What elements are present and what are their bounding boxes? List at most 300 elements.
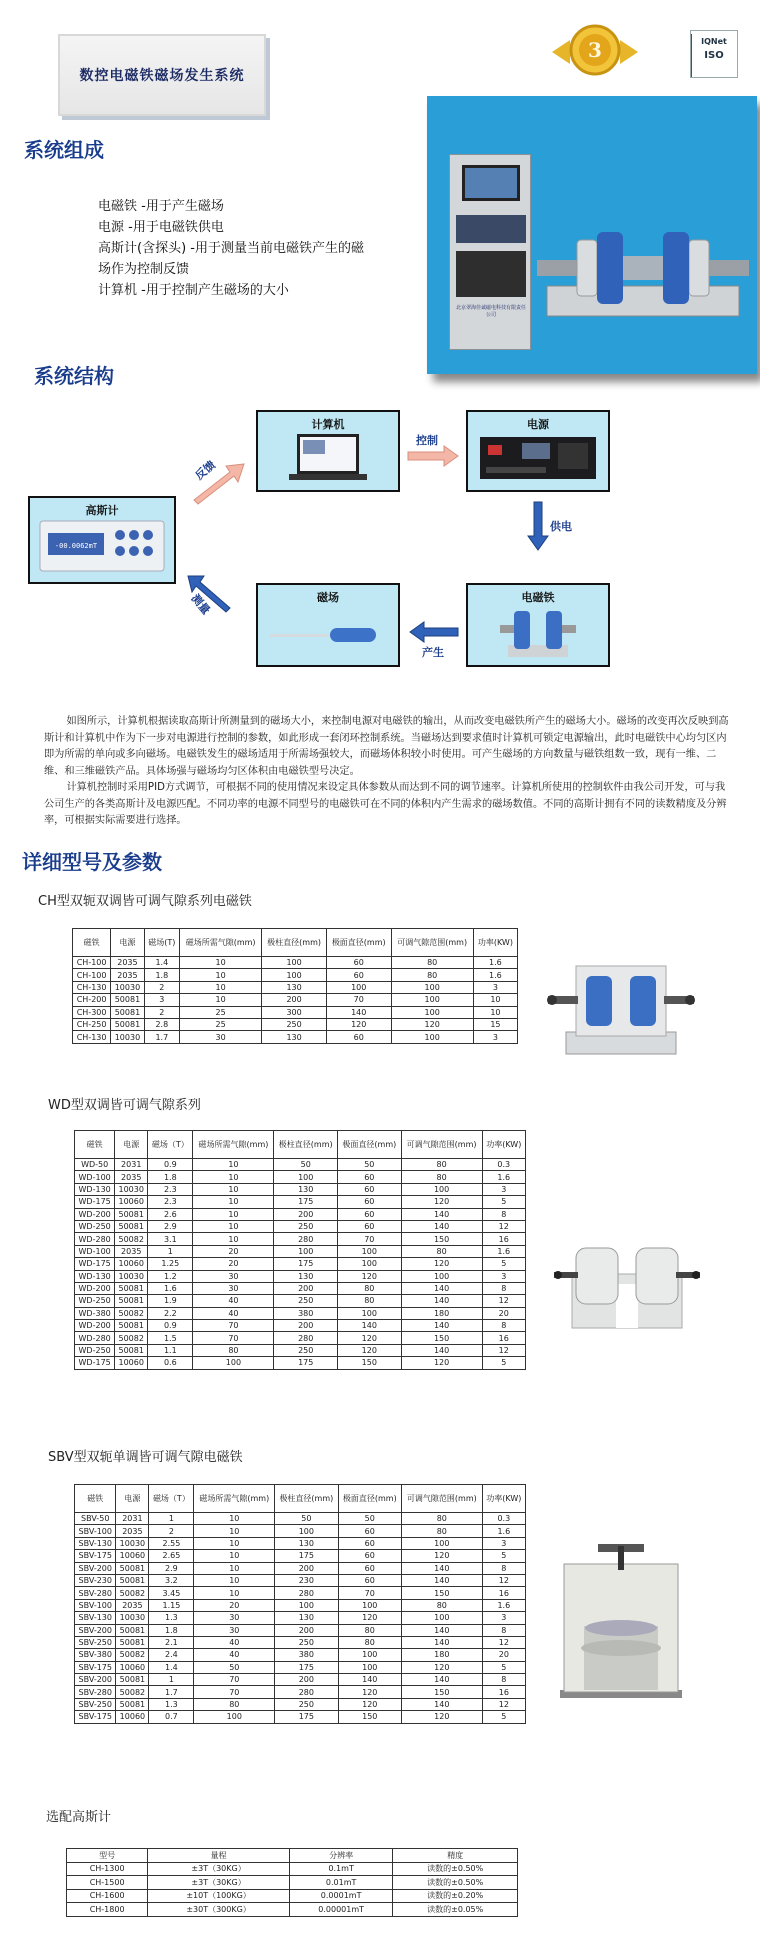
column-header: 电源 (116, 1485, 149, 1513)
table-cell: 250 (275, 1636, 338, 1648)
table-cell: SBV-50 (75, 1513, 116, 1525)
table-row (75, 1270, 526, 1282)
table-cell: 1.6 (473, 969, 517, 981)
table-row (73, 1031, 518, 1043)
table-cell: 70 (194, 1686, 275, 1698)
table-cell: 30 (194, 1624, 275, 1636)
ch-series-table (72, 928, 518, 1044)
table-cell: 120 (338, 1612, 401, 1624)
table-cell: WD-100 (75, 1245, 115, 1257)
column-header: 磁场（T） (149, 1485, 194, 1513)
table-cell: 10 (180, 981, 262, 993)
table-cell: 2.1 (149, 1636, 194, 1648)
table-cell: 0.3 (482, 1513, 525, 1525)
monitor-icon (462, 165, 520, 201)
table-cell: 60 (338, 1574, 401, 1586)
table-row (75, 1686, 526, 1698)
table-cell: 1.15 (149, 1599, 194, 1611)
table-cell: 250 (274, 1344, 338, 1356)
table-cell: 0.0001mT (289, 1889, 392, 1903)
table-cell: 50 (194, 1661, 275, 1673)
table-cell: 60 (338, 1171, 402, 1183)
table-cell: 130 (262, 1031, 327, 1043)
table-cell: 100 (274, 1245, 338, 1257)
table-cell: 5 (482, 1711, 525, 1723)
column-header: 量程 (148, 1849, 290, 1863)
table-cell: 读数的±0.50% (393, 1862, 518, 1876)
table-row (75, 1674, 526, 1686)
table-cell: 100 (262, 969, 327, 981)
table-cell: 12 (482, 1220, 525, 1232)
node-gaussmeter-label: 高斯计 (85, 504, 119, 517)
column-header: 分辨率 (289, 1849, 392, 1863)
table-cell: 50082 (115, 1307, 148, 1319)
table-cell: 20 (193, 1258, 274, 1270)
table-cell: 10 (180, 969, 262, 981)
table-cell: WD-280 (75, 1233, 115, 1245)
column-header: 功率(KW) (473, 929, 517, 957)
table-cell: WD-130 (75, 1270, 115, 1282)
table-cell: SBV-230 (75, 1574, 116, 1586)
table-cell: 280 (275, 1686, 338, 1698)
table-row (75, 1344, 526, 1356)
sbv-series-title: SBV型双轭单调皆可调气隙电磁铁 (48, 1450, 243, 1465)
table-cell: 2031 (115, 1159, 148, 1171)
table-cell: 50081 (116, 1562, 149, 1574)
table-cell: 30 (193, 1270, 274, 1282)
table-cell: 150 (338, 1357, 402, 1369)
table-cell: 80 (194, 1698, 275, 1710)
table-cell: 0.00001mT (289, 1903, 392, 1917)
table-cell: 12 (482, 1574, 525, 1586)
table-cell: 10 (193, 1196, 274, 1208)
list-item: 电源 -用于电磁铁供电 (98, 220, 224, 235)
table-row (75, 1183, 526, 1195)
table-cell: 10 (193, 1208, 274, 1220)
table-cell: WD-200 (75, 1320, 115, 1332)
table-row (75, 1661, 526, 1673)
table-cell: 60 (338, 1537, 401, 1549)
column-header: 极面直径(mm) (338, 1485, 401, 1513)
table-cell: 2031 (116, 1513, 149, 1525)
table-cell: 300 (262, 1006, 327, 1018)
table-cell: 20 (193, 1245, 274, 1257)
table-cell: 250 (275, 1698, 338, 1710)
table-cell: 读数的±0.05% (393, 1903, 518, 1917)
table-cell: 10 (194, 1513, 275, 1525)
table-cell: 25 (180, 1006, 262, 1018)
table-row (75, 1208, 526, 1220)
table-row (75, 1295, 526, 1307)
table-row (75, 1357, 526, 1369)
table-cell: 150 (338, 1711, 401, 1723)
table-cell: 2.4 (149, 1649, 194, 1661)
table-cell: 100 (391, 1031, 473, 1043)
table-cell: 3.1 (148, 1233, 193, 1245)
arrow-supply (528, 502, 548, 550)
column-header: 精度 (393, 1849, 518, 1863)
table-cell: 80 (338, 1624, 401, 1636)
table-cell: 200 (262, 994, 327, 1006)
electromagnet-icon (537, 226, 749, 322)
table-row (75, 1332, 526, 1344)
table-cell: 3 (473, 1031, 517, 1043)
table-cell: 130 (274, 1183, 338, 1195)
gauss-display-text: -00.0062mT (54, 542, 98, 550)
table-cell: 250 (274, 1295, 338, 1307)
table-cell: 50 (275, 1513, 338, 1525)
table-cell: 100 (338, 1307, 402, 1319)
table-cell: 50082 (116, 1649, 149, 1661)
table-cell: 140 (401, 1344, 482, 1356)
table-cell: 280 (274, 1332, 338, 1344)
table-cell: CH-300 (73, 1006, 111, 1018)
table-cell: 2035 (116, 1525, 149, 1537)
arrow-generate (410, 622, 458, 642)
control-cabinet (449, 154, 531, 350)
table-cell: 120 (401, 1550, 482, 1562)
models-title: 详细型号及参数 (22, 850, 162, 874)
node-field-label: 磁场 (317, 591, 339, 604)
table-cell: 1.6 (482, 1245, 525, 1257)
table-row (73, 1006, 518, 1018)
table-cell: 50 (274, 1159, 338, 1171)
table-cell: 2.9 (149, 1562, 194, 1574)
table-cell: 60 (326, 969, 391, 981)
table-cell: WD-250 (75, 1220, 115, 1232)
table-cell: 读数的±0.50% (393, 1876, 518, 1890)
table-cell: 25 (180, 1018, 262, 1030)
table-cell: 100 (275, 1599, 338, 1611)
table-cell: 2.6 (148, 1208, 193, 1220)
table-cell: CH-250 (73, 1018, 111, 1030)
table-row (75, 1711, 526, 1723)
table-cell: 140 (338, 1320, 402, 1332)
table-cell: 80 (391, 969, 473, 981)
table-row (75, 1550, 526, 1562)
table-row (75, 1159, 526, 1171)
table-cell: 16 (482, 1332, 525, 1344)
table-cell: 50081 (115, 1220, 148, 1232)
table-cell: 380 (275, 1649, 338, 1661)
table-header-row (75, 1485, 526, 1513)
table-cell: 10 (193, 1220, 274, 1232)
table-cell: 175 (274, 1357, 338, 1369)
table-cell: SBV-250 (75, 1636, 116, 1648)
table-cell: 140 (401, 1574, 482, 1586)
table-cell: 10 (194, 1587, 275, 1599)
table-cell: SBV-380 (75, 1649, 116, 1661)
table-cell: CH-130 (73, 981, 111, 993)
table-cell: 175 (275, 1711, 338, 1723)
header-banner (58, 34, 266, 116)
table-cell: 50 (338, 1159, 402, 1171)
table-cell: WD-280 (75, 1332, 115, 1344)
table-cell: 70 (193, 1332, 274, 1344)
table-cell: SBV-175 (75, 1661, 116, 1673)
table-cell: 100 (391, 981, 473, 993)
table-cell: 30 (180, 1031, 262, 1043)
table-cell: 2035 (115, 1245, 148, 1257)
table-cell: 250 (274, 1220, 338, 1232)
table-cell: CH-1300 (67, 1862, 148, 1876)
table-cell: 60 (338, 1220, 402, 1232)
medal-icon (548, 22, 642, 82)
column-header: 电源 (111, 929, 144, 957)
table-cell: 2 (149, 1525, 194, 1537)
table-cell: CH-100 (73, 957, 111, 969)
table-cell: 10030 (111, 1031, 144, 1043)
table-cell: 200 (274, 1208, 338, 1220)
gaussmeter-table (66, 1848, 518, 1917)
table-row (73, 969, 518, 981)
table-cell: 100 (338, 1599, 401, 1611)
table-cell: 80 (338, 1295, 402, 1307)
table-cell: 1.6 (482, 1171, 525, 1183)
table-cell: 1.3 (149, 1698, 194, 1710)
table-cell: 140 (401, 1320, 482, 1332)
table-row (75, 1258, 526, 1270)
table-cell: 50081 (116, 1624, 149, 1636)
table-cell: 2.3 (148, 1196, 193, 1208)
table-cell: 2.9 (148, 1220, 193, 1232)
table-cell: 3 (482, 1537, 525, 1549)
table-cell: 10 (193, 1233, 274, 1245)
table-cell: 175 (274, 1258, 338, 1270)
table-cell: 120 (326, 1018, 391, 1030)
description-paragraph: 计算机控制时采用PID方式调节，可根据不同的使用情况来设定具体参数从而达到不同的调节速率。计算机所使用的控制软件由我公司开发，可与我公司生产的各类高斯计及电源匹配。不同功率的电源不同型号的电磁铁可在不同的体积内产生需求的磁场数值。不同的高斯计拥有不同的读数精度及分辨率，可根据实际需要进行选择。 (44, 782, 727, 826)
table-cell: 100 (275, 1525, 338, 1537)
table-row (75, 1649, 526, 1661)
table-cell: 10060 (116, 1550, 149, 1562)
table-cell: 70 (338, 1587, 401, 1599)
table-cell: SBV-130 (75, 1537, 116, 1549)
table-cell: 40 (193, 1295, 274, 1307)
table-cell: ±10T（100KG） (148, 1889, 290, 1903)
table-cell: WD-50 (75, 1159, 115, 1171)
table-cell: 40 (194, 1649, 275, 1661)
cabinet-label: 北京翠海佳诚磁电科技有限责任公司 (455, 305, 526, 318)
table-cell: 120 (401, 1357, 482, 1369)
table-cell: 1.3 (149, 1612, 194, 1624)
column-header: 极柱直径(mm) (262, 929, 327, 957)
label-feedback: 反馈 (192, 458, 218, 483)
table-cell: CH-1800 (67, 1903, 148, 1917)
column-header: 极柱直径(mm) (275, 1485, 338, 1513)
table-cell: 1.7 (144, 1031, 179, 1043)
table-cell: 140 (401, 1698, 482, 1710)
table-cell: 10 (193, 1171, 274, 1183)
table-cell: 2.3 (148, 1183, 193, 1195)
table-cell: 1.8 (149, 1624, 194, 1636)
table-row (75, 1562, 526, 1574)
table-cell: 50082 (115, 1233, 148, 1245)
table-row (75, 1196, 526, 1208)
table-row (75, 1282, 526, 1294)
table-cell: 30 (194, 1612, 275, 1624)
table-header-row (67, 1849, 518, 1863)
table-cell: 12 (482, 1636, 525, 1648)
table-cell: 50082 (115, 1332, 148, 1344)
table-cell: 60 (338, 1196, 402, 1208)
table-cell: WD-175 (75, 1357, 115, 1369)
table-cell: 175 (275, 1661, 338, 1673)
table-cell: 140 (401, 1562, 482, 1574)
table-cell: 10060 (116, 1661, 149, 1673)
table-cell: 200 (275, 1624, 338, 1636)
table-cell: 140 (401, 1624, 482, 1636)
table-cell: 10 (194, 1574, 275, 1586)
table-cell: SBV-280 (75, 1686, 116, 1698)
table-cell: 50 (338, 1513, 401, 1525)
table-cell: WD-200 (75, 1282, 115, 1294)
column-header: 磁铁 (75, 1485, 116, 1513)
table-cell: 10030 (111, 981, 144, 993)
column-header: 磁铁 (75, 1131, 115, 1159)
table-cell: 80 (401, 1245, 482, 1257)
table-cell: 180 (401, 1307, 482, 1319)
table-cell: WD-380 (75, 1307, 115, 1319)
table-row (75, 1220, 526, 1232)
table-cell: 50081 (116, 1574, 149, 1586)
table-cell: 130 (274, 1270, 338, 1282)
table-cell: SBV-175 (75, 1550, 116, 1562)
table-cell: 50081 (116, 1636, 149, 1648)
table-cell: 140 (401, 1674, 482, 1686)
table-cell: 100 (391, 994, 473, 1006)
list-item: 电磁铁 -用于产生磁场 (98, 199, 224, 214)
table-cell: 80 (193, 1344, 274, 1356)
cert-iqnet: IQNet (701, 37, 727, 46)
table-row (75, 1537, 526, 1549)
table-cell: 3 (473, 981, 517, 993)
description (44, 714, 730, 830)
wd-series-table (74, 1130, 526, 1370)
table-cell: 120 (338, 1270, 402, 1282)
table-cell: 130 (275, 1537, 338, 1549)
table-cell: 16 (482, 1587, 525, 1599)
table-cell: 3 (482, 1183, 525, 1195)
table-cell: 10030 (115, 1270, 148, 1282)
table-cell: SBV-200 (75, 1562, 116, 1574)
table-cell: 1 (149, 1674, 194, 1686)
table-cell: 50082 (116, 1686, 149, 1698)
table-cell: 10060 (116, 1711, 149, 1723)
table-cell: 120 (338, 1344, 402, 1356)
table-cell: SBV-100 (75, 1599, 116, 1611)
table-cell: 16 (482, 1686, 525, 1698)
cert-logos (690, 30, 738, 78)
table-cell: 60 (338, 1550, 401, 1562)
sbv-magnet-photo (558, 1540, 684, 1700)
table-row (75, 1624, 526, 1636)
table-cell: 100 (401, 1537, 482, 1549)
table-cell: 3 (144, 994, 179, 1006)
table-cell: SBV-100 (75, 1525, 116, 1537)
table-cell: 60 (326, 1031, 391, 1043)
table-cell: 130 (262, 981, 327, 993)
table-cell: 80 (401, 1171, 482, 1183)
flow-arrows (0, 400, 760, 680)
table-header-row (73, 929, 518, 957)
table-cell: 150 (401, 1587, 482, 1599)
table-cell: 100 (274, 1171, 338, 1183)
column-header: 可调气隙范围(mm) (391, 929, 473, 957)
table-cell: 2035 (111, 957, 144, 969)
table-cell: 50081 (111, 1006, 144, 1018)
table-cell: 100 (326, 981, 391, 993)
table-cell: 1.1 (148, 1344, 193, 1356)
column-header: 型号 (67, 1849, 148, 1863)
table-cell: 1.9 (148, 1295, 193, 1307)
gaussmeter-panel (456, 215, 526, 243)
table-cell: 70 (193, 1320, 274, 1332)
table-cell: 5 (482, 1661, 525, 1673)
table-cell: 5 (482, 1196, 525, 1208)
arrow-control (408, 446, 458, 466)
table-cell: 2035 (111, 969, 144, 981)
table-cell: 8 (482, 1562, 525, 1574)
sbv-series-table (74, 1484, 526, 1724)
table-cell: 100 (262, 957, 327, 969)
table-cell: 50081 (111, 1018, 144, 1030)
table-cell: 2 (144, 981, 179, 993)
table-cell: 读数的±0.20% (393, 1889, 518, 1903)
table-row (67, 1903, 518, 1917)
ch-magnet-photo (546, 948, 696, 1060)
system-photo (427, 96, 757, 374)
table-cell: 1.6 (482, 1599, 525, 1611)
table-cell: 1.6 (482, 1525, 525, 1537)
table-cell: WD-175 (75, 1196, 115, 1208)
banner-title: 数控电磁铁磁场发生系统 (79, 68, 245, 84)
table-cell: SBV-200 (75, 1624, 116, 1636)
column-header: 磁场所需气隙(mm) (194, 1485, 275, 1513)
table-cell: 1 (149, 1513, 194, 1525)
gaussmeter-title: 选配高斯计 (46, 1810, 112, 1825)
table-cell: 60 (338, 1562, 401, 1574)
table-cell: 2035 (116, 1599, 149, 1611)
table-row (75, 1636, 526, 1648)
table-cell: 10 (194, 1537, 275, 1549)
table-cell: 10060 (115, 1258, 148, 1270)
table-cell: 16 (482, 1233, 525, 1245)
table-cell: 3.2 (149, 1574, 194, 1586)
table-cell: 140 (401, 1282, 482, 1294)
cert-iso: ISO (704, 50, 724, 61)
table-cell: 380 (274, 1307, 338, 1319)
table-cell: 100 (338, 1245, 402, 1257)
structure-diagram (0, 400, 760, 680)
table-cell: 70 (194, 1674, 275, 1686)
table-cell: 50081 (115, 1295, 148, 1307)
label-generate: 产生 (422, 646, 444, 659)
column-header: 功率(KW) (482, 1485, 525, 1513)
node-magnet-label: 电磁铁 (521, 591, 555, 604)
table-cell: 100 (401, 1270, 482, 1282)
table-header-row (75, 1131, 526, 1159)
table-cell: 50081 (115, 1320, 148, 1332)
table-cell: 10060 (115, 1357, 148, 1369)
medal-number: 3 (588, 38, 602, 62)
table-cell: 2.2 (148, 1307, 193, 1319)
table-cell: 0.9 (148, 1320, 193, 1332)
table-cell: 200 (274, 1320, 338, 1332)
table-cell: 10 (194, 1562, 275, 1574)
table-cell: 1.5 (148, 1332, 193, 1344)
list-item: 计算机 -用于控制产生磁场的大小 (98, 283, 289, 298)
table-cell: 10 (473, 994, 517, 1006)
